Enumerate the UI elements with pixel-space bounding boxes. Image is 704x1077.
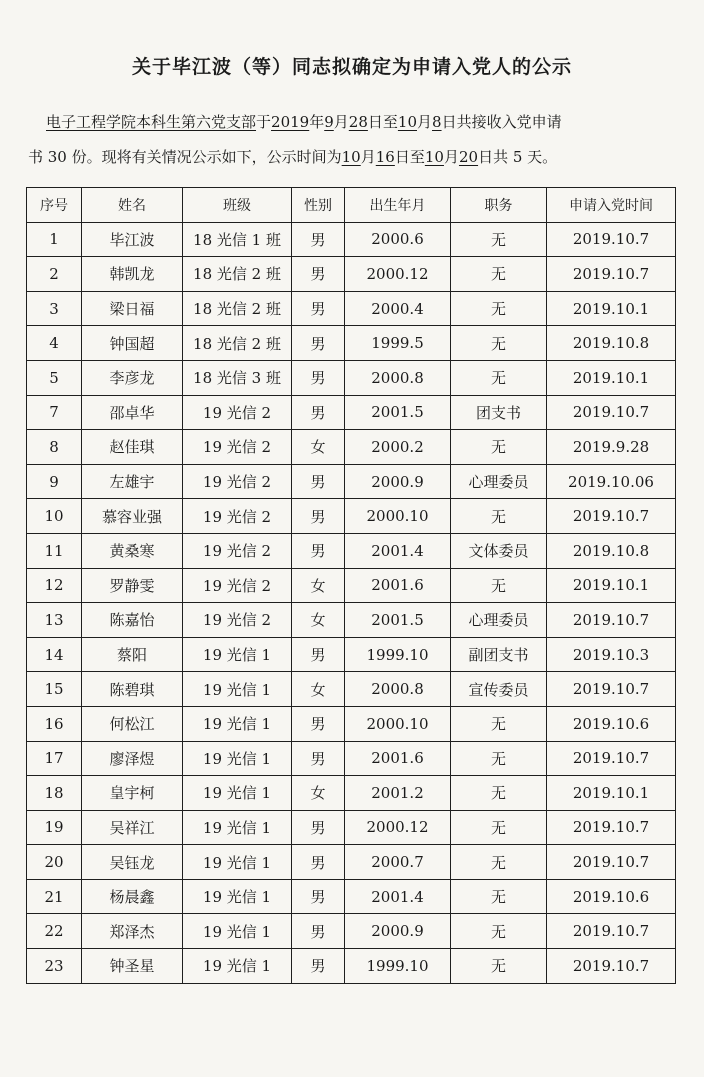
col-header-gender: 性别 — [292, 188, 345, 223]
cell-birth: 2001.5 — [345, 603, 451, 638]
publicity-end-month: 10 — [424, 148, 444, 166]
cell-index: 12 — [27, 568, 82, 603]
cell-name: 李彦龙 — [82, 360, 183, 395]
cell-birth: 2001.4 — [345, 879, 451, 914]
cell-apply-date: 2019.10.8 — [547, 533, 676, 568]
cell-apply-date: 2019.10.6 — [547, 706, 676, 741]
cell-gender: 女 — [292, 672, 345, 707]
cell-gender: 男 — [292, 810, 345, 845]
cell-apply-date: 2019.10.7 — [547, 672, 676, 707]
cell-apply-date: 2019.10.7 — [547, 499, 676, 534]
table-row — [27, 949, 676, 984]
cell-apply-date: 2019.10.7 — [547, 395, 676, 430]
col-header-index: 序号 — [27, 188, 82, 223]
intro-text: 日共接收入党申请 — [441, 113, 562, 131]
cell-position: 无 — [451, 222, 547, 257]
cell-index: 14 — [27, 637, 82, 672]
cell-apply-date: 2019.10.7 — [547, 222, 676, 257]
cell-position: 无 — [451, 499, 547, 534]
cell-position: 无 — [451, 879, 547, 914]
cell-class: 19 光信 2 — [183, 533, 292, 568]
cell-gender: 男 — [292, 464, 345, 499]
cell-birth: 2000.8 — [345, 672, 451, 707]
cell-index: 1 — [27, 222, 82, 257]
cell-name: 钟圣星 — [82, 949, 183, 984]
cell-name: 廖泽煜 — [82, 741, 183, 776]
cell-class: 19 光信 2 — [183, 464, 292, 499]
start-month: 9 — [324, 113, 334, 131]
cell-position: 无 — [451, 706, 547, 741]
cell-index: 19 — [27, 810, 82, 845]
cell-apply-date: 2019.10.7 — [547, 810, 676, 845]
intro-text: 年 — [309, 113, 325, 131]
col-header-name: 姓名 — [82, 188, 183, 223]
cell-name: 蔡阳 — [82, 637, 183, 672]
cell-position: 无 — [451, 430, 547, 465]
cell-name: 邵卓华 — [82, 395, 183, 430]
col-header-class: 班级 — [183, 188, 292, 223]
cell-gender: 女 — [292, 603, 345, 638]
cell-index: 7 — [27, 395, 82, 430]
cell-gender: 女 — [292, 776, 345, 811]
cell-position: 无 — [451, 257, 547, 292]
cell-class: 19 光信 1 — [183, 879, 292, 914]
cell-index: 15 — [27, 672, 82, 707]
cell-apply-date: 2019.10.1 — [547, 291, 676, 326]
intro-text: 日至 — [394, 148, 425, 166]
cell-position: 无 — [451, 810, 547, 845]
cell-gender: 男 — [292, 533, 345, 568]
cell-index: 3 — [27, 291, 82, 326]
cell-birth: 2000.7 — [345, 845, 451, 880]
cell-index: 16 — [27, 706, 82, 741]
end-month: 10 — [397, 113, 417, 131]
intro-text: 书 30 份。现将有关情况公示如下，公示时间为 — [28, 148, 342, 166]
cell-apply-date: 2019.10.1 — [547, 360, 676, 395]
cell-apply-date: 2019.10.6 — [547, 879, 676, 914]
cell-class: 19 光信 2 — [183, 568, 292, 603]
cell-apply-date: 2019.10.7 — [547, 741, 676, 776]
cell-gender: 女 — [292, 568, 345, 603]
cell-index: 13 — [27, 603, 82, 638]
cell-index: 9 — [27, 464, 82, 499]
table-row — [27, 637, 676, 672]
cell-name: 黄桑寒 — [82, 533, 183, 568]
cell-class: 18 光信 2 班 — [183, 291, 292, 326]
table-body — [27, 222, 676, 983]
intro-line-1 — [46, 112, 704, 132]
cell-position: 宣传委员 — [451, 672, 547, 707]
cell-apply-date: 2019.10.7 — [547, 603, 676, 638]
cell-name: 皇宇柯 — [82, 776, 183, 811]
cell-name: 何松江 — [82, 706, 183, 741]
intro-text: 日至 — [367, 113, 398, 131]
table-row — [27, 741, 676, 776]
cell-name: 陈嘉怡 — [82, 603, 183, 638]
cell-birth: 1999.10 — [345, 949, 451, 984]
table-row — [27, 845, 676, 880]
cell-class: 19 光信 1 — [183, 672, 292, 707]
cell-class: 19 光信 1 — [183, 810, 292, 845]
cell-position: 无 — [451, 845, 547, 880]
cell-gender: 男 — [292, 499, 345, 534]
table-row — [27, 533, 676, 568]
cell-index: 4 — [27, 326, 82, 361]
cell-birth: 2000.6 — [345, 222, 451, 257]
cell-gender: 男 — [292, 257, 345, 292]
cell-position: 无 — [451, 568, 547, 603]
publicity-start-day: 16 — [375, 148, 395, 166]
cell-position: 无 — [451, 360, 547, 395]
table-row — [27, 257, 676, 292]
cell-index: 22 — [27, 914, 82, 949]
cell-gender: 女 — [292, 430, 345, 465]
cell-gender: 男 — [292, 949, 345, 984]
cell-birth: 2000.4 — [345, 291, 451, 326]
cell-gender: 男 — [292, 914, 345, 949]
cell-class: 19 光信 1 — [183, 914, 292, 949]
cell-name: 毕江波 — [82, 222, 183, 257]
table-row — [27, 672, 676, 707]
table-row — [27, 291, 676, 326]
publicity-end-day: 20 — [458, 148, 479, 166]
cell-gender: 男 — [292, 706, 345, 741]
cell-index: 10 — [27, 499, 82, 534]
cell-apply-date: 2019.10.3 — [547, 637, 676, 672]
table-row — [27, 464, 676, 499]
cell-position: 文体委员 — [451, 533, 547, 568]
cell-gender: 男 — [292, 845, 345, 880]
table-row — [27, 914, 676, 949]
cell-name: 吴祥江 — [82, 810, 183, 845]
cell-birth: 2001.4 — [345, 533, 451, 568]
cell-position: 无 — [451, 326, 547, 361]
cell-apply-date: 2019.10.7 — [547, 845, 676, 880]
cell-birth: 2001.2 — [345, 776, 451, 811]
table-row — [27, 603, 676, 638]
cell-position: 无 — [451, 949, 547, 984]
cell-position: 心理委员 — [451, 603, 547, 638]
cell-birth: 2000.10 — [345, 499, 451, 534]
cell-gender: 男 — [292, 222, 345, 257]
cell-class: 19 光信 1 — [183, 637, 292, 672]
cell-apply-date: 2019.10.1 — [547, 776, 676, 811]
branch-name: 电子工程学院本科生第六党支部 — [46, 113, 257, 131]
cell-name: 罗静雯 — [82, 568, 183, 603]
cell-birth: 2000.12 — [345, 810, 451, 845]
cell-birth: 2001.6 — [345, 568, 451, 603]
cell-birth: 2001.6 — [345, 741, 451, 776]
cell-apply-date: 2019.10.7 — [547, 949, 676, 984]
cell-name: 陈碧琪 — [82, 672, 183, 707]
cell-class: 19 光信 2 — [183, 395, 292, 430]
table-row — [27, 706, 676, 741]
cell-gender: 男 — [292, 879, 345, 914]
cell-class: 19 光信 1 — [183, 776, 292, 811]
cell-index: 18 — [27, 776, 82, 811]
intro-text: 月 — [443, 148, 459, 166]
intro-text: 于 — [256, 113, 272, 131]
cell-birth: 2001.5 — [345, 395, 451, 430]
table-row — [27, 360, 676, 395]
table-row — [27, 810, 676, 845]
cell-class: 19 光信 2 — [183, 499, 292, 534]
cell-class: 18 光信 2 班 — [183, 326, 292, 361]
intro-text: 月 — [417, 113, 433, 131]
cell-name: 慕容业强 — [82, 499, 183, 534]
cell-name: 梁日福 — [82, 291, 183, 326]
cell-position: 无 — [451, 776, 547, 811]
cell-name: 杨晨鑫 — [82, 879, 183, 914]
cell-birth: 2000.2 — [345, 430, 451, 465]
cell-birth: 1999.10 — [345, 637, 451, 672]
cell-name: 韩凯龙 — [82, 257, 183, 292]
cell-class: 18 光信 2 班 — [183, 257, 292, 292]
col-header-birth: 出生年月 — [345, 188, 451, 223]
cell-apply-date: 2019.10.1 — [547, 568, 676, 603]
table-row — [27, 395, 676, 430]
table-row — [27, 776, 676, 811]
cell-index: 8 — [27, 430, 82, 465]
cell-class: 19 光信 1 — [183, 741, 292, 776]
cell-gender: 男 — [292, 741, 345, 776]
cell-birth: 2000.10 — [345, 706, 451, 741]
cell-apply-date: 2019.10.7 — [547, 257, 676, 292]
table-row — [27, 499, 676, 534]
cell-position: 心理委员 — [451, 464, 547, 499]
start-day: 28 — [348, 113, 368, 131]
cell-birth: 2000.12 — [345, 257, 451, 292]
cell-apply-date: 2019.9.28 — [547, 430, 676, 465]
cell-index: 2 — [27, 257, 82, 292]
cell-birth: 2000.8 — [345, 360, 451, 395]
cell-position: 团支书 — [451, 395, 547, 430]
end-day: 8 — [432, 113, 442, 131]
cell-index: 5 — [27, 360, 82, 395]
cell-class: 19 光信 1 — [183, 949, 292, 984]
cell-index: 20 — [27, 845, 82, 880]
cell-index: 17 — [27, 741, 82, 776]
cell-birth: 1999.5 — [345, 326, 451, 361]
cell-name: 钟国超 — [82, 326, 183, 361]
cell-gender: 男 — [292, 395, 345, 430]
intro-text: 月 — [333, 113, 349, 131]
cell-class: 19 光信 2 — [183, 603, 292, 638]
applicant-table — [26, 187, 676, 984]
start-year: 2019 — [271, 113, 310, 131]
col-header-apply-date: 申请入党时间 — [547, 188, 676, 223]
cell-position: 无 — [451, 291, 547, 326]
table-header-row — [27, 188, 676, 223]
col-header-position: 职务 — [451, 188, 547, 223]
notice-title: 关于毕江波（等）同志拟确定为申请入党人的公示 — [131, 56, 572, 78]
intro-text: 日共 5 天。 — [478, 148, 558, 166]
cell-name: 吴钰龙 — [82, 845, 183, 880]
cell-birth: 2000.9 — [345, 914, 451, 949]
cell-name: 赵佳琪 — [82, 430, 183, 465]
cell-class: 18 光信 1 班 — [183, 222, 292, 257]
table-row — [27, 568, 676, 603]
cell-index: 11 — [27, 533, 82, 568]
table-row — [27, 222, 676, 257]
intro-line-2 — [28, 147, 696, 167]
cell-class: 18 光信 3 班 — [183, 360, 292, 395]
table-row — [27, 430, 676, 465]
cell-apply-date: 2019.10.06 — [547, 464, 676, 499]
cell-name: 郑泽杰 — [82, 914, 183, 949]
cell-position: 无 — [451, 741, 547, 776]
publicity-start-month: 10 — [341, 148, 361, 166]
cell-gender: 男 — [292, 326, 345, 361]
cell-class: 19 光信 1 — [183, 845, 292, 880]
table-row — [27, 326, 676, 361]
cell-name: 左雄宇 — [82, 464, 183, 499]
cell-position: 副团支书 — [451, 637, 547, 672]
cell-index: 23 — [27, 949, 82, 984]
cell-gender: 男 — [292, 360, 345, 395]
cell-gender: 男 — [292, 637, 345, 672]
cell-index: 21 — [27, 879, 82, 914]
cell-apply-date: 2019.10.8 — [547, 326, 676, 361]
cell-apply-date: 2019.10.7 — [547, 914, 676, 949]
cell-birth: 2000.9 — [345, 464, 451, 499]
cell-class: 19 光信 2 — [183, 430, 292, 465]
cell-position: 无 — [451, 914, 547, 949]
intro-text: 月 — [360, 148, 376, 166]
table-row — [27, 879, 676, 914]
cell-gender: 男 — [292, 291, 345, 326]
cell-class: 19 光信 1 — [183, 706, 292, 741]
